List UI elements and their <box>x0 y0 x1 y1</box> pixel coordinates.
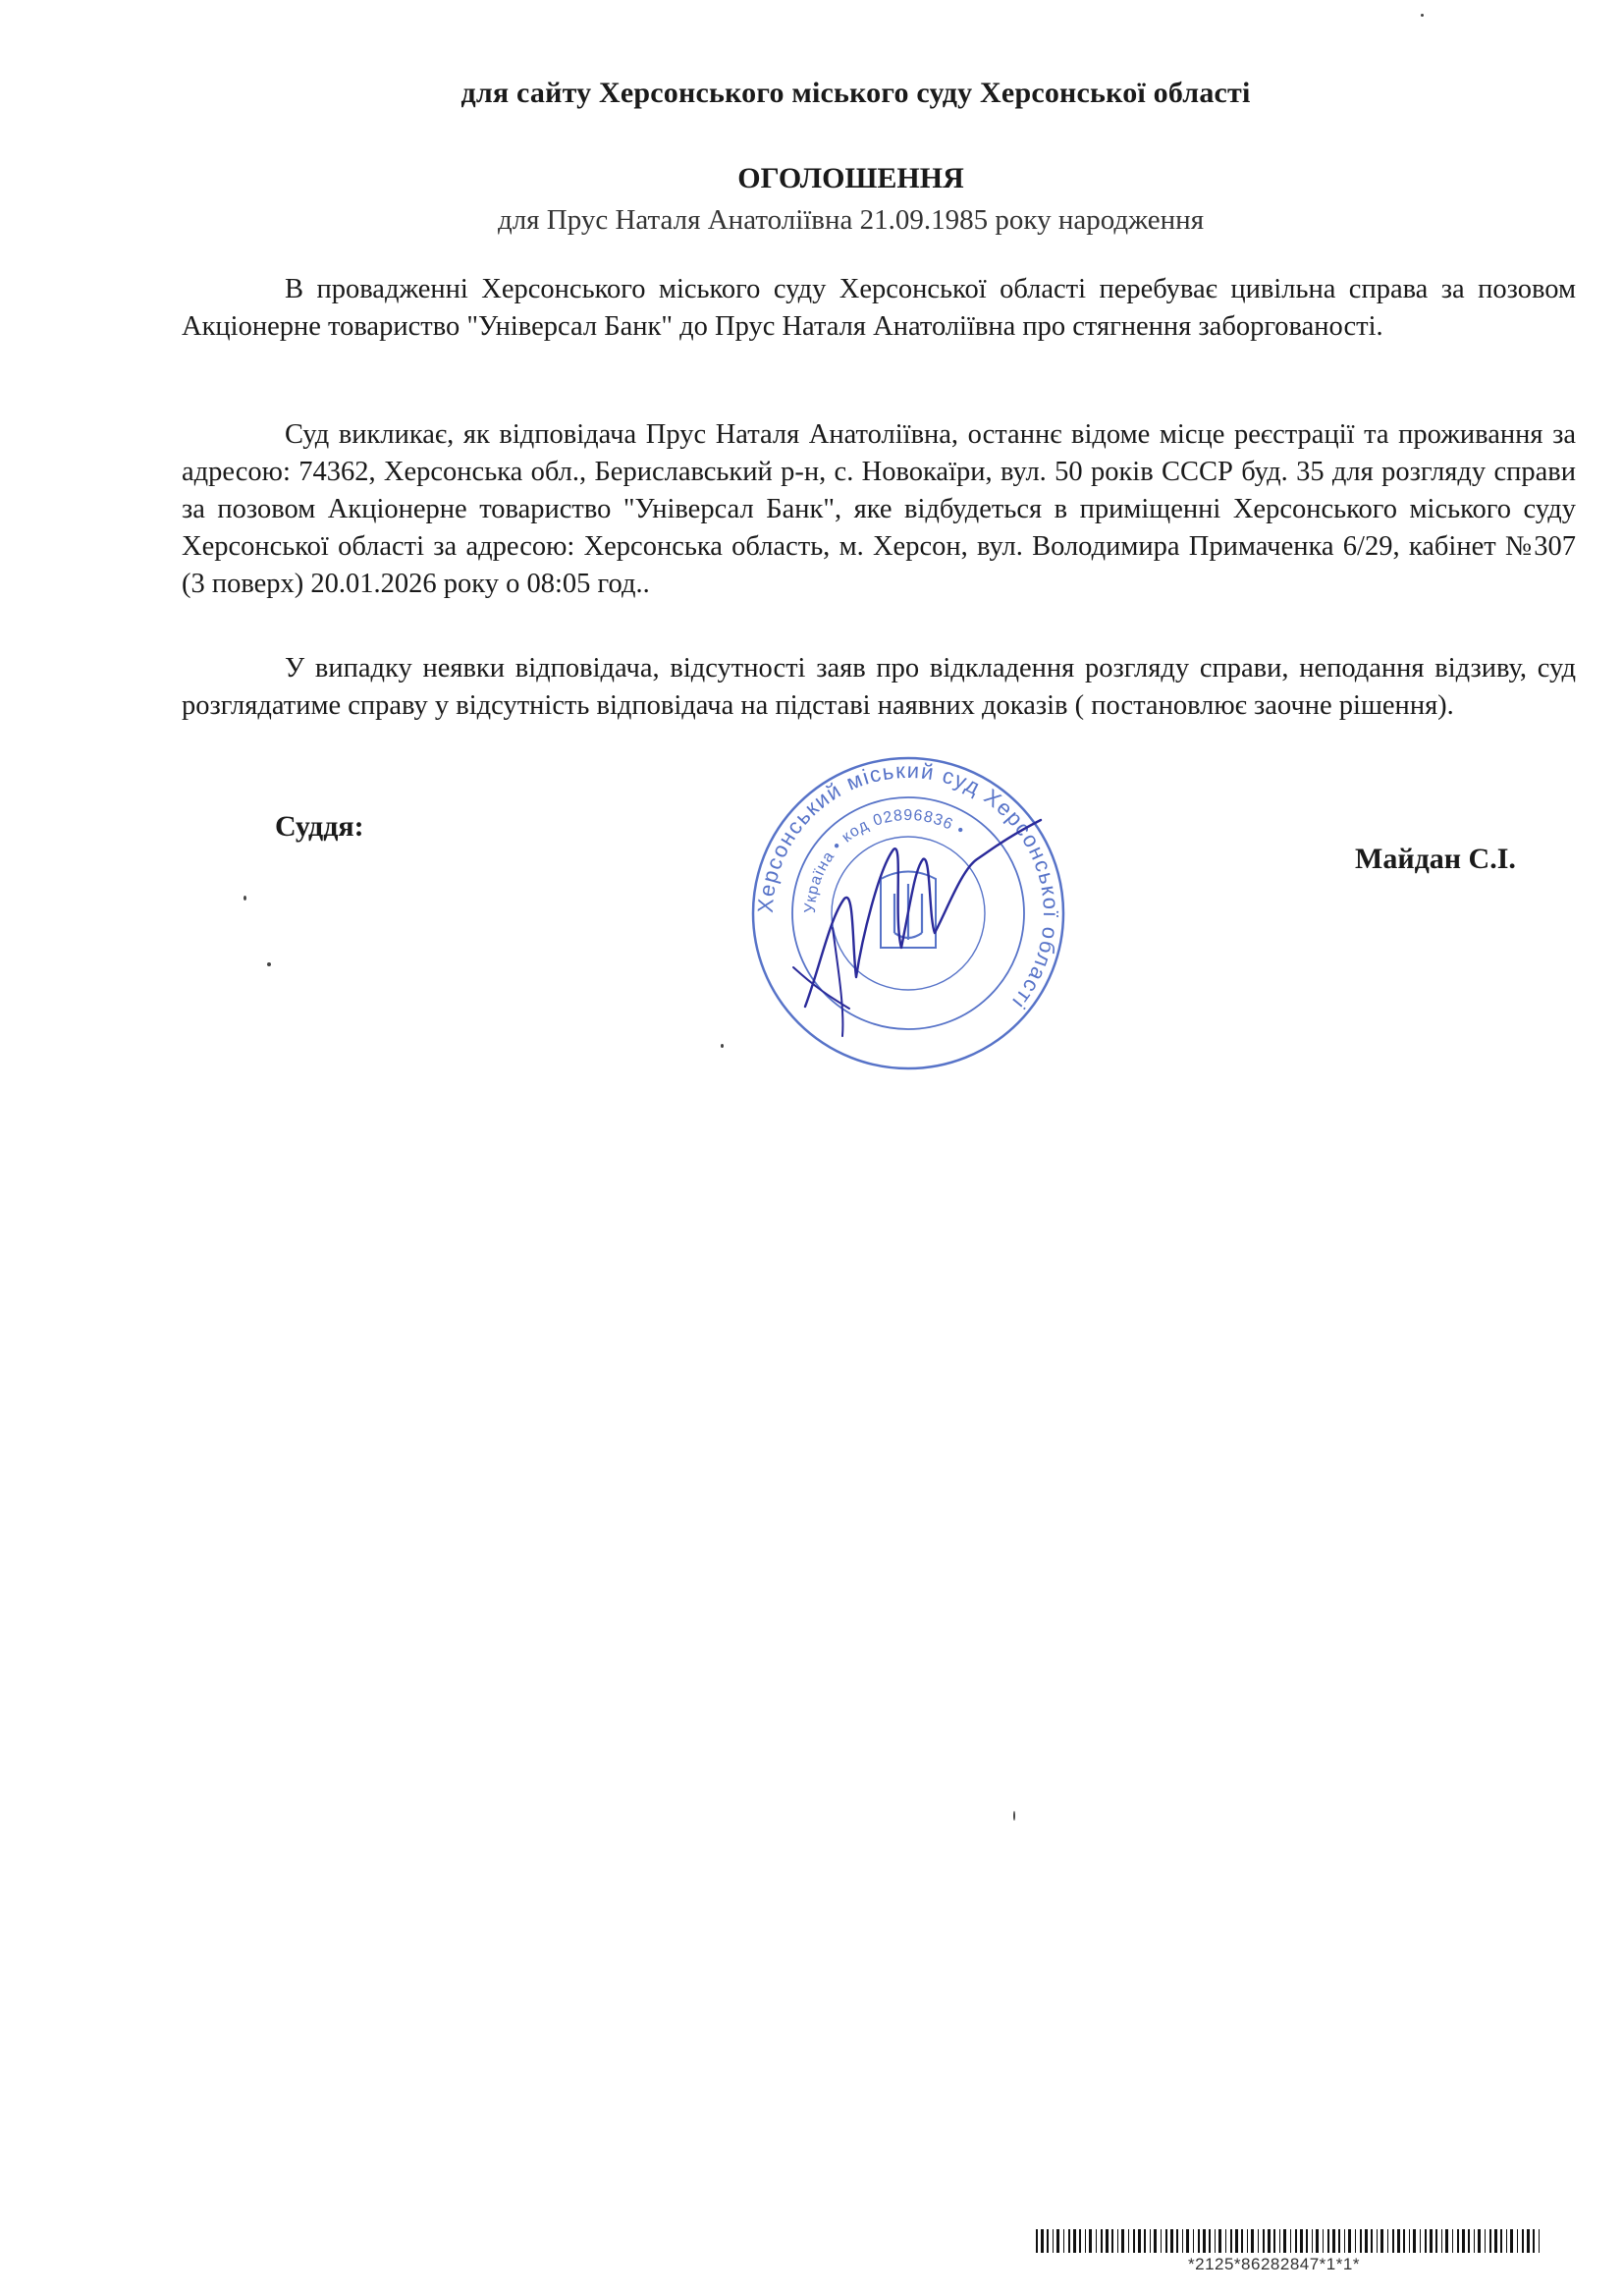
barcode-bar <box>1409 2229 1410 2253</box>
barcode-bar <box>1165 2229 1167 2253</box>
barcode-bar <box>1344 2229 1345 2253</box>
barcode-bar <box>1106 2229 1109 2253</box>
barcode-bar <box>1425 2229 1427 2253</box>
barcode-bar <box>1377 2229 1378 2253</box>
barcode-bar <box>1170 2229 1173 2253</box>
barcode-bar <box>1230 2229 1232 2253</box>
barcode-bar <box>1161 2229 1162 2253</box>
scan-speck <box>1013 1811 1015 1821</box>
barcode-bar <box>1085 2229 1086 2253</box>
barcode-bar <box>1258 2229 1259 2253</box>
barcode-bar <box>1138 2229 1141 2253</box>
barcode-bar <box>1457 2229 1459 2253</box>
barcode-bar <box>1539 2229 1540 2253</box>
barcode-bar <box>1063 2229 1064 2253</box>
barcode-bar <box>1133 2229 1135 2253</box>
seal-inner-textpath: Україна • код 02896836 • <box>801 806 968 914</box>
barcode-bar <box>1489 2229 1491 2253</box>
document-barcode <box>1036 2229 1546 2253</box>
site-header-line: для сайту Херсонського міського суду Херсонської області <box>460 77 1251 109</box>
barcode-bar <box>1332 2229 1335 2253</box>
barcode-bar <box>1209 2229 1211 2253</box>
barcode-bar <box>1218 2229 1221 2253</box>
barcode-bar <box>1283 2229 1286 2253</box>
document-title: ОГОЛОШЕННЯ <box>737 162 964 194</box>
judge-label: Суддя: <box>275 810 364 843</box>
barcode-bar <box>1348 2229 1351 2253</box>
barcode-bar <box>1355 2229 1356 2253</box>
barcode-bar <box>1111 2229 1113 2253</box>
paragraph-proceedings <box>182 271 1576 346</box>
barcode-bar <box>1474 2229 1475 2253</box>
barcode-bar <box>1430 2229 1433 2253</box>
barcode-bar <box>1500 2229 1502 2253</box>
barcode-bar <box>1380 2229 1383 2253</box>
barcode-bar <box>1041 2229 1044 2253</box>
judge-name: Майдан С.І. <box>1355 843 1516 875</box>
barcode-bar <box>1203 2229 1206 2253</box>
barcode-bar <box>1215 2229 1216 2253</box>
court-seal-stamp <box>746 751 1070 1075</box>
seal-inner-text <box>802 807 968 913</box>
barcode-bar <box>1225 2229 1226 2253</box>
paragraph-1-text: В провадженні Херсонського міського суду Херсонської області перебуває цивільна справа за позовом Акціонерне товариство "Універсал Банк" до Прус Наталя Анатоліївна про стягнення заборгованості. <box>182 274 1576 342</box>
barcode-bar <box>1478 2229 1481 2253</box>
barcode-bar <box>1247 2229 1248 2253</box>
paragraph-2-text: Суд викликає, як відповідача Прус Наталя Анатоліївна, останнє відоме місце реєстрації та проживання за адресою: 74362, Херсонська обл., Бериславський р-н, с. Новокаїри, вул. 50 років СССР буд. 35 для розгляду справи за позовом Акціонерне товариство "Універсал Банк", яке відбудеться в приміщенні Херсонського міського суду Херсонської області за адресою: Херсонська область, м. Херсон, вул. Володимира Примаченка 6/29, кабінет №307 (3 поверх) 20.01.2026 року о 08:05 год.. <box>182 419 1576 599</box>
barcode-bar <box>1485 2229 1486 2253</box>
barcode-bar <box>1279 2229 1280 2253</box>
document-subtitle: для Прус Наталя Анатоліївна 21.09.1985 року народження <box>497 204 1205 236</box>
barcode-bar <box>1365 2229 1368 2253</box>
barcode-bar <box>1338 2229 1340 2253</box>
barcode-bar <box>1360 2229 1362 2253</box>
barcode-bar <box>1494 2229 1497 2253</box>
paragraph-3-text: У випадку неявки відповідача, відсутності заяв про відкладення розгляду справи, неподання відзиву, суд розглядатиме справу у відсутність відповідача на підставі наявних доказів ( постановлює заочне рішення). <box>182 653 1576 721</box>
scan-speck <box>243 896 246 901</box>
barcode-bar <box>1036 2229 1038 2253</box>
barcode-bar <box>1533 2229 1535 2253</box>
paragraph-default-judgment <box>182 650 1576 725</box>
barcode-bar <box>1517 2229 1518 2253</box>
barcode-bar <box>1193 2229 1194 2253</box>
barcode-bar <box>1397 2229 1400 2253</box>
barcode-bar <box>1387 2229 1388 2253</box>
barcode-bar <box>1198 2229 1200 2253</box>
barcode-bar <box>1096 2229 1097 2253</box>
barcode-bar <box>1068 2229 1070 2253</box>
barcode-bar <box>1445 2229 1448 2253</box>
paragraph-summons <box>182 416 1576 603</box>
barcode-bar <box>1241 2229 1243 2253</box>
barcode-bar <box>1327 2229 1329 2253</box>
barcode-bar <box>1323 2229 1324 2253</box>
barcode-bar <box>1182 2229 1183 2253</box>
barcode-bar <box>1117 2229 1118 2253</box>
barcode-bar <box>1101 2229 1103 2253</box>
scan-speck <box>1421 14 1424 17</box>
barcode-bar <box>1290 2229 1291 2253</box>
barcode-bar <box>1079 2229 1081 2253</box>
barcode-bar <box>1510 2229 1513 2253</box>
barcode-bar <box>1176 2229 1178 2253</box>
barcode-bar <box>1047 2229 1049 2253</box>
seal-outer-textpath: Херсонський міський суд Херсонської області <box>752 757 1064 1015</box>
barcode-bar <box>1420 2229 1421 2253</box>
barcode-bar <box>1128 2229 1129 2253</box>
barcode-bar <box>1186 2229 1189 2253</box>
barcode-bar <box>1056 2229 1059 2253</box>
barcode-bar <box>1435 2229 1437 2253</box>
barcode-bar <box>1527 2229 1530 2253</box>
barcode-bar <box>1073 2229 1076 2253</box>
barcode-bar <box>1522 2229 1524 2253</box>
barcode-bar <box>1235 2229 1238 2253</box>
barcode-bar <box>1144 2229 1146 2253</box>
barcode-bar <box>1251 2229 1254 2253</box>
handwritten-signature-stroke-2 <box>793 928 849 1036</box>
barcode-bar <box>1150 2229 1151 2253</box>
barcode-bar <box>1154 2229 1157 2253</box>
barcode-bar <box>1452 2229 1453 2253</box>
barcode-bar <box>1371 2229 1373 2253</box>
barcode-bar <box>1053 2229 1054 2253</box>
barcode-bar <box>1462 2229 1465 2253</box>
scan-speck <box>267 962 271 966</box>
barcode-bar <box>1316 2229 1319 2253</box>
barcode-bar <box>1392 2229 1394 2253</box>
barcode-bar <box>1413 2229 1416 2253</box>
barcode-bar <box>1441 2229 1442 2253</box>
barcode-bar <box>1273 2229 1275 2253</box>
barcode-bar <box>1089 2229 1092 2253</box>
barcode-bar <box>1403 2229 1405 2253</box>
barcode-bar <box>1268 2229 1271 2253</box>
barcode-bar <box>1295 2229 1297 2253</box>
barcode-number: *2125*86282847*1*1* <box>1188 2255 1360 2273</box>
barcode-bar <box>1263 2229 1265 2253</box>
barcode-bar <box>1121 2229 1124 2253</box>
barcode-bar <box>1312 2229 1313 2253</box>
barcode-bar <box>1506 2229 1507 2253</box>
scan-speck <box>721 1044 724 1048</box>
barcode-bar <box>1306 2229 1308 2253</box>
barcode-bar <box>1300 2229 1303 2253</box>
barcode-bar <box>1468 2229 1470 2253</box>
